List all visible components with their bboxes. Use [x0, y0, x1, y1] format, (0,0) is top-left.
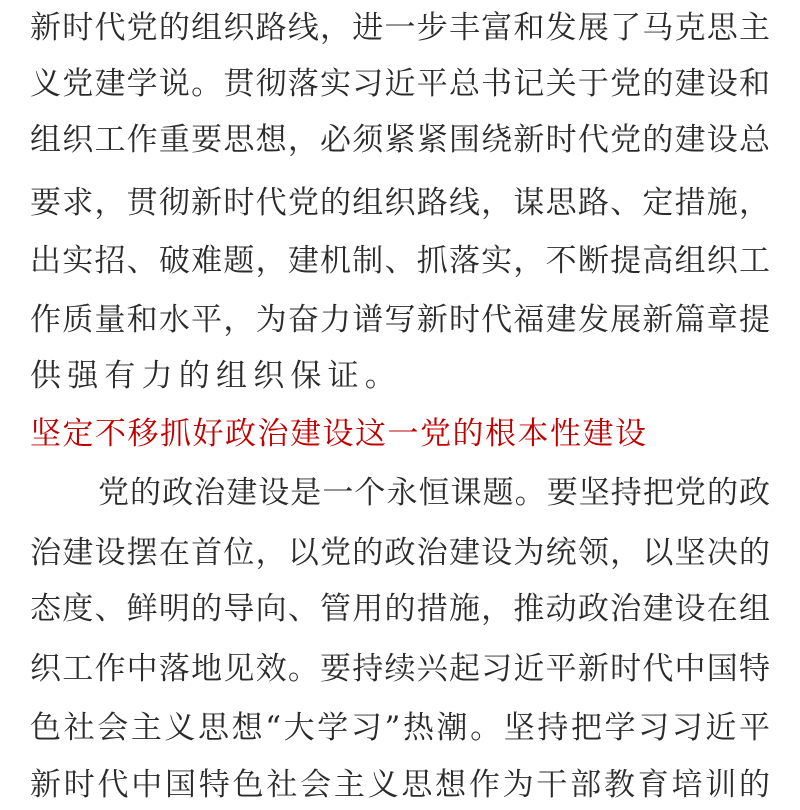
paragraph-1-line-7: 供强有力的组织保证。: [30, 358, 402, 394]
paragraph-1-line-1: 新时代党的组织路线，进一步丰富和发展了马克思主: [30, 10, 770, 46]
paragraph-1-line-4: 要求，贯彻新时代党的组织路线，谋思路、定措施，: [30, 185, 770, 221]
paragraph-1-line-6: 作质量和水平，为奋力谱写新时代福建发展新篇章提: [30, 302, 770, 338]
paragraph-1-line-5: 出实招、破难题，建机制、抓落实，不断提高组织工: [30, 243, 770, 279]
paragraph-1-line-3: 组织工作重要思想，必须紧紧围绕新时代党的建设总: [30, 122, 770, 158]
paragraph-2-line-1: 党的政治建设是一个永恒课题。要坚持把党的政: [98, 475, 770, 511]
paragraph-2-line-2: 治建设摆在首位，以党的政治建设为统领，以坚决的: [30, 535, 770, 571]
paragraph-2-line-3: 态度、鲜明的导向、管用的措施，推动政治建设在组: [30, 591, 770, 627]
paragraph-2-line-6: 新时代中国特色社会主义思想作为干部教育培训的: [30, 767, 770, 803]
paragraph-2-line-4: 织工作中落地见效。要持续兴起习近平新时代中国特: [30, 651, 770, 687]
paragraph-1-line-2: 义党建学说。贯彻落实习近平总书记关于党的建设和: [30, 66, 770, 102]
paragraph-2-line-5: 色社会主义思想“大学习”热潮。坚持把学习习近平: [30, 710, 770, 746]
section-heading: 坚定不移抓好政治建设这一党的根本性建设: [30, 416, 648, 452]
